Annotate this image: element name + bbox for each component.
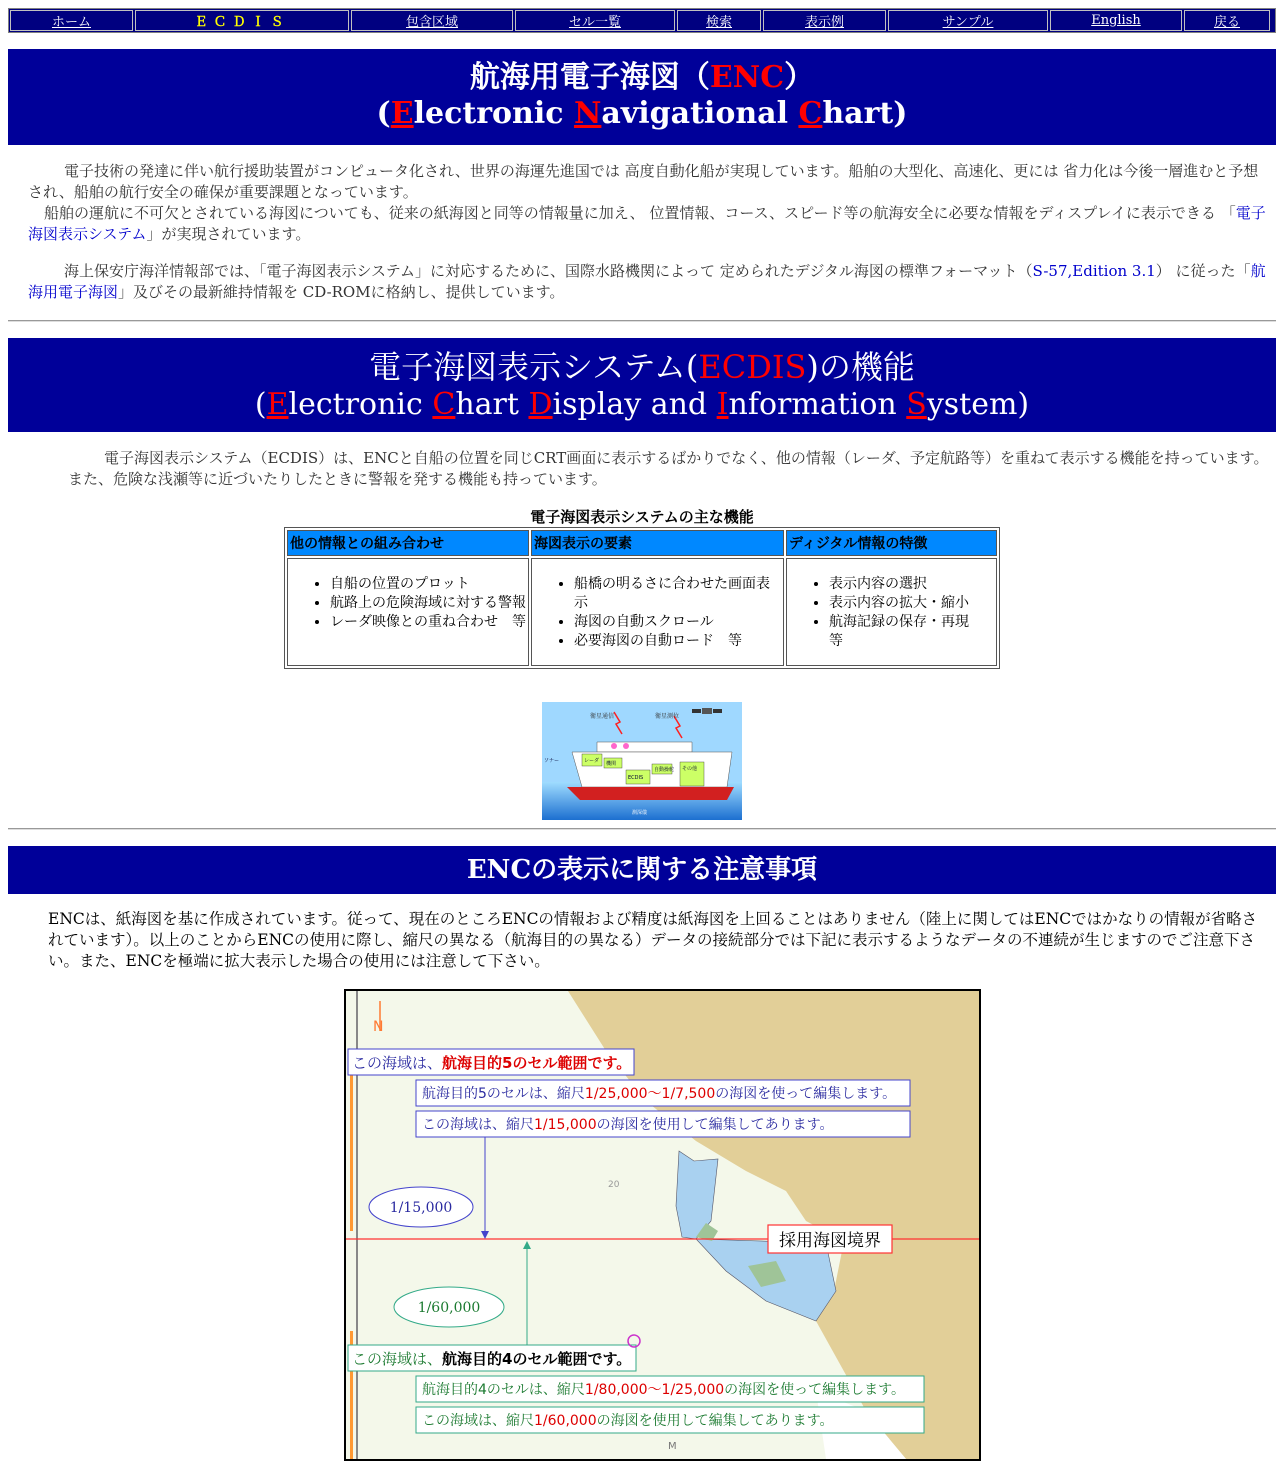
sub-word: avigational (601, 96, 799, 131)
ecdis-title-text: 電子海図表示システム( (369, 348, 699, 386)
features-cell (287, 558, 529, 666)
intro-p2-text-c: 」及びその最新維持情報を CD-ROMに格納し、提供しています。 (118, 283, 565, 301)
sub-letter-e: E (266, 387, 289, 422)
sub-word: ystem) (926, 387, 1030, 422)
arrowhead-icon (523, 1241, 531, 1249)
ecdis-abbr: ECDIS (698, 348, 807, 386)
intro-paragraph-1 (28, 161, 1273, 245)
water-channel (676, 1151, 718, 1239)
title-jp-text: 航海用電子海図（ (469, 60, 710, 95)
sub-letter-n: N (573, 96, 602, 131)
label-engine: 機関 (606, 761, 617, 767)
nav-search-link[interactable]: 検索 (677, 10, 761, 31)
ecdis-subtitle (8, 385, 1276, 425)
ecdis-title (8, 338, 1276, 385)
title-enc-abbr: ENC (709, 60, 785, 95)
sub-word: hart (455, 387, 529, 422)
feature-item: • レーダ映像との重ね合わせ 等 (330, 613, 528, 632)
sub-letter-e: E (390, 96, 414, 131)
caution-banner (8, 846, 1276, 894)
depth-label: 20 (608, 1180, 620, 1190)
nav-coverage-link[interactable]: 包含区域 (351, 10, 513, 31)
ship-system-illustration (542, 702, 742, 820)
title-paren-close: ） (784, 60, 815, 95)
label-sat-comm: 衛星通信 (590, 713, 615, 720)
ecdis-banner (8, 338, 1276, 432)
chart-text: この海域は、縮尺1/15,000の海図を使用して編集してあります。 (422, 1117, 834, 1133)
enc-subtitle (8, 95, 1276, 133)
top-nav (8, 8, 1276, 33)
ecdis-title-tail: )の機能 (806, 348, 915, 386)
intro-paragraph-2 (28, 261, 1273, 303)
label-auto: 自動操舵 (654, 767, 675, 773)
enc-title (8, 49, 1276, 95)
boundary-label: 採用海図境界 (779, 1231, 881, 1251)
intro-p1-text: 電子技術の発達に伴い航行援助装置がコンピュータ化され、世界の海運先進国では 高度自動化船が実現しています。船舶の大型化、高速化、更には 省力化は今後一層進むと予想され、船舶の航行安全の確保が重要課題となっています。 (28, 162, 1259, 201)
label-ecdis: ECDIS (628, 775, 644, 781)
intro-p1-text-b: 船舶の運航に不可欠とされている海図についても、従来の紙海図と同等の情報量に加え、 位置情報、コース、スピード等の航海安全に必要な情報をディスプレイに表示できる 「 (44, 204, 1236, 222)
antenna-icon (611, 743, 617, 749)
sub-letter-s: S (906, 387, 927, 422)
sub-word: hart) (822, 96, 908, 131)
feature-item: • 航路上の危険海域に対する警報 (330, 594, 528, 613)
sub-letter-c: C (432, 387, 456, 422)
feature-item: • 自船の位置のプロット (330, 575, 528, 594)
ship-hull (567, 787, 734, 800)
features-title: 電子海図表示システムの主な機能 (530, 508, 754, 526)
sub-word: lectronic (288, 387, 433, 422)
sub-word: nformation (728, 387, 907, 422)
chart-text: この海域は、縮尺1/60,000の海図を使用して編集してあります。 (422, 1413, 834, 1429)
sub-word: isplay and (552, 387, 717, 422)
feature-item: • 必要海図の自動ロード 等 (574, 632, 783, 651)
sub-letter-c: C (798, 96, 823, 131)
chart-text: この海域は、航海目的4のセル範囲です。 (352, 1350, 632, 1368)
intro-p2-text: 海上保安庁海洋情報部では、「電子海図表示システム」に対応するために、国際水路機関によって 定められたデジタル海図の標準フォーマット（ (64, 262, 1033, 280)
label-misc: その他 (682, 766, 698, 772)
label-gps: 衛星測位 (655, 713, 680, 720)
enc-banner (8, 49, 1276, 145)
sub-open: ( (254, 387, 267, 422)
antenna-icon (623, 743, 629, 749)
nav-ecdis-current: ＥＣＤＩＳ (135, 10, 349, 31)
features-header: ディジタル情報の特徴 (786, 530, 997, 556)
features-header: 海図表示の要素 (531, 530, 784, 556)
intro-p1-text-c: 」が実現されています。 (146, 225, 311, 243)
intro-p2-text-b: ） に従った「 (1155, 262, 1251, 280)
s57-link[interactable]: S-57,Edition 3.1 (1032, 262, 1156, 280)
features-cell (531, 558, 784, 666)
features-table (284, 527, 1000, 669)
nav-english-link[interactable]: English (1050, 10, 1182, 31)
sub-word: lectronic (413, 96, 574, 131)
caution-text: ENCは、紙海図を基に作成されています。従って、現在のところENCの情報および精度は紙海図を上回ることはありません（陸上に関してはENCではかなりの情報が省略されています）。以上のことからENCの使用に際し、縮尺の異なる（航海目的の異なる）データの接続部分では下記に表示するようなデータの不連続が生じますのでご注意下さい。また、ENCを極端に拡大表示した場合の使用には注意して下さい。 (48, 910, 1258, 970)
enc-link[interactable]: 航海用電子海図 (28, 262, 1266, 301)
chart-text: 航海目的4のセルは、縮尺1/80,000〜1/25,000の海図を使って編集します。 (422, 1382, 906, 1398)
feature-item: • 航海記録の保存・再現 等 (829, 613, 996, 651)
depth-label: M (668, 1441, 677, 1452)
nav-back-link[interactable]: 戻る (1184, 10, 1270, 31)
chart-drawing (346, 991, 979, 1459)
chart-boundary-image (344, 989, 981, 1461)
feature-item: • 海図の自動スクロール (574, 613, 783, 632)
nav-sample-link[interactable]: サンプル (888, 10, 1048, 31)
caution-title: ENCの表示に関する注意事項 (466, 855, 818, 885)
feature-item: • 表示内容の拡大・縮小 (829, 594, 996, 613)
label-radar: レーダ (584, 758, 600, 764)
sub-letter-i: I (716, 387, 729, 422)
north-label: N (373, 1019, 384, 1035)
orange-marker (350, 1071, 353, 1231)
divider (8, 828, 1276, 830)
nav-display-example-link[interactable]: 表示例 (763, 10, 886, 31)
chart-text: 航海目的5のセルは、縮尺1/25,000〜1/7,500の海図を使って編集します。 (422, 1086, 897, 1102)
sub-letter-d: D (528, 387, 553, 422)
nav-cell-list-link[interactable]: セル一覧 (515, 10, 675, 31)
scale-label: 1/15,000 (389, 1200, 453, 1216)
features-cell (786, 558, 997, 666)
sub-open: ( (376, 96, 391, 131)
chart-text: この海域は、航海目的5のセル範囲です。 (352, 1054, 632, 1072)
label-bottom: 測深儀 (632, 810, 648, 816)
nav-home-link[interactable]: ホーム (10, 10, 133, 31)
divider (8, 320, 1276, 322)
label-sonar: ソナー (544, 758, 560, 764)
features-header: 他の情報との組み合わせ (287, 530, 529, 556)
arrowhead-icon (481, 1231, 489, 1239)
feature-item: • 表示内容の選択 (829, 575, 996, 594)
scale-label: 1/60,000 (417, 1300, 481, 1316)
feature-item: • 船橋の明るさに合わせた画面表示 (574, 575, 783, 613)
ecdis-link[interactable]: 電子海図表示システム (28, 204, 1266, 243)
ecdis-description: 電子海図表示システム（ECDIS）は、ENCと自船の位置を同じCRT画面に表示するばかりでなく、他の情報（レーダ、予定航路等）を重ねて表示する機能を持っています。また、危険な浅瀬等に近づいたりしたときに警報を発する機能も持っています。 (68, 449, 1269, 488)
